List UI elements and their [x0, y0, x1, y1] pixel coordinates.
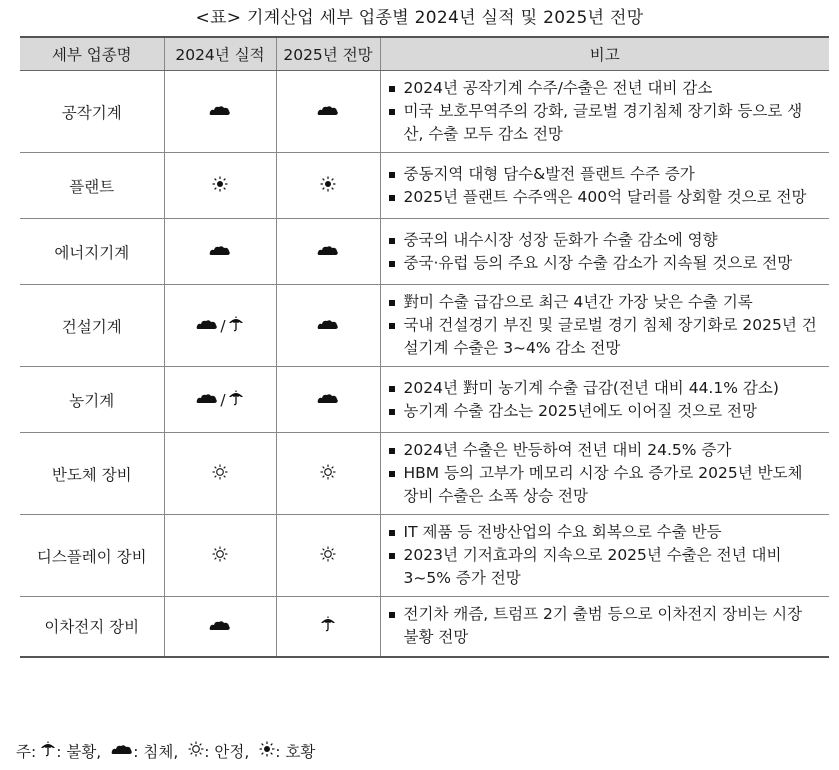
- industry-name: 에너지기계: [20, 219, 164, 285]
- industry-name: 건설기계: [20, 285, 164, 367]
- industry-name: 플랜트: [20, 153, 164, 219]
- status-2024: [164, 285, 276, 367]
- slash-separator: /: [220, 390, 226, 409]
- bright-sun-icon: [320, 176, 336, 196]
- bright-sun-icon: [212, 176, 228, 196]
- remark-item: IT 제품 등 전방산업의 수요 회복으로 수출 반등: [387, 521, 820, 544]
- status-2025: [276, 597, 380, 657]
- cloud-icon: [317, 317, 339, 335]
- cloud-icon: [317, 391, 339, 409]
- umbrella-icon: [40, 741, 56, 761]
- legend-item: [111, 740, 178, 762]
- table-row: [20, 219, 829, 285]
- remarks-list: [387, 291, 820, 360]
- table-row: [20, 285, 829, 367]
- sun-outline-icon: [188, 741, 204, 761]
- remarks-list: [387, 521, 820, 590]
- status-2024: [164, 433, 276, 515]
- remark-item: 중국·유럽 등의 주요 시장 수출 감소가 지속될 것으로 전망: [387, 252, 820, 275]
- footnote-prefix: 주:: [16, 743, 37, 761]
- remarks-list: [387, 377, 820, 423]
- remarks-cell: [380, 219, 829, 285]
- status-2025: [276, 433, 380, 515]
- remarks-cell: [380, 433, 829, 515]
- sun-outline-icon: [320, 546, 336, 566]
- cloud-icon: [209, 618, 231, 636]
- legend-label: : 호황: [275, 743, 316, 761]
- legend-label: : 안정,: [204, 743, 250, 761]
- cloud-icon: [209, 103, 231, 121]
- bright-sun-icon: [259, 741, 275, 761]
- remark-item: 2024년 對미 농기계 수출 급감(전년 대비 44.1% 감소): [387, 377, 820, 400]
- industry-name: 공작기계: [20, 71, 164, 153]
- legend-item: [40, 740, 101, 762]
- remark-item: 對미 수출 급감으로 최근 4년간 가장 낮은 수출 기록: [387, 291, 820, 314]
- table-title: <표> 기계산업 세부 업종별 2024년 실적 및 2025년 전망: [195, 8, 644, 28]
- cloud-icon: [196, 391, 218, 409]
- slash-separator: /: [220, 316, 226, 335]
- umbrella-icon: [320, 616, 336, 636]
- status-2024: [164, 153, 276, 219]
- status-2024: [164, 515, 276, 597]
- remarks-list: [387, 229, 820, 275]
- industry-name: 농기계: [20, 367, 164, 433]
- table-row: [20, 71, 829, 153]
- legend-item: [188, 740, 249, 762]
- header-2024-result: 2024년 실적: [164, 37, 276, 71]
- table-row: [20, 515, 829, 597]
- cloud-icon: [196, 317, 218, 335]
- table-row: [20, 597, 829, 657]
- industry-name: 이차전지 장비: [20, 597, 164, 657]
- cloud-icon: [209, 243, 231, 261]
- status-2024: [164, 367, 276, 433]
- remark-item: 국내 건설경기 부진 및 글로벌 경기 침체 장기화로 2025년 건설기계 수출은 3~4% 감소 전망: [387, 314, 820, 360]
- remark-item: 2023년 기저효과의 지속으로 2025년 수출은 전년 대비 3~5% 증가 전망: [387, 544, 820, 590]
- status-2024: [164, 597, 276, 657]
- status-2025: [276, 367, 380, 433]
- header-row: [20, 37, 829, 71]
- remarks-cell: [380, 597, 829, 657]
- remarks-list: [387, 163, 820, 209]
- legend-label: : 불황,: [56, 743, 102, 761]
- remark-item: 중동지역 대형 담수&발전 플랜트 수주 증가: [387, 163, 820, 186]
- forecast-table: [20, 36, 829, 658]
- sun-outline-icon: [212, 546, 228, 566]
- remarks-cell: [380, 71, 829, 153]
- legend-label: : 침체,: [133, 743, 179, 761]
- remark-item: 중국의 내수시장 성장 둔화가 수출 감소에 영향: [387, 229, 820, 252]
- remarks-list: [387, 77, 820, 146]
- cloud-umbrella-icon: [196, 316, 243, 336]
- status-2025: [276, 285, 380, 367]
- table-row: [20, 153, 829, 219]
- remarks-list: [387, 439, 820, 508]
- remark-item: 2024년 공작기계 수주/수출은 전년 대비 감소: [387, 77, 820, 100]
- umbrella-icon: [228, 316, 244, 336]
- remarks-cell: [380, 285, 829, 367]
- status-2025: [276, 515, 380, 597]
- cloud-icon: [317, 243, 339, 261]
- status-2024: [164, 219, 276, 285]
- remark-item: 2024년 수출은 반등하여 전년 대비 24.5% 증가: [387, 439, 820, 462]
- industry-name: 반도체 장비: [20, 433, 164, 515]
- remarks-cell: [380, 367, 829, 433]
- cloud-umbrella-icon: [196, 390, 243, 410]
- sun-outline-icon: [320, 464, 336, 484]
- remark-item: HBM 등의 고부가 메모리 시장 수요 증가로 2025년 반도체 장비 수출은 소폭 상승 전망: [387, 462, 820, 508]
- table-row: [20, 367, 829, 433]
- sun-outline-icon: [212, 464, 228, 484]
- remarks-cell: [380, 515, 829, 597]
- industry-name: 디스플레이 장비: [20, 515, 164, 597]
- remark-item: 미국 보호무역주의 강화, 글로벌 경기침체 장기화 등으로 생산, 수출 모두 감소 전망: [387, 100, 820, 146]
- remark-item: 2025년 플랜트 수주액은 400억 달러를 상회할 것으로 전망: [387, 186, 820, 209]
- remark-item: 농기계 수출 감소는 2025년에도 이어질 것으로 전망: [387, 400, 820, 423]
- remark-item: 전기차 캐즘, 트럼프 2기 출범 등으로 이차전지 장비는 시장 불황 전망: [387, 603, 820, 649]
- legend-item: [259, 740, 315, 762]
- header-remarks: 비고: [380, 37, 829, 71]
- header-industry: 세부 업종명: [20, 37, 164, 71]
- remarks-cell: [380, 153, 829, 219]
- cloud-icon: [317, 103, 339, 121]
- status-2025: [276, 153, 380, 219]
- cloud-icon: [111, 742, 133, 760]
- umbrella-icon: [228, 390, 244, 410]
- table-row: [20, 433, 829, 515]
- remarks-list: [387, 603, 820, 649]
- status-2025: [276, 71, 380, 153]
- legend-footnote: [16, 740, 321, 762]
- header-2025-outlook: 2025년 전망: [276, 37, 380, 71]
- status-2025: [276, 219, 380, 285]
- status-2024: [164, 71, 276, 153]
